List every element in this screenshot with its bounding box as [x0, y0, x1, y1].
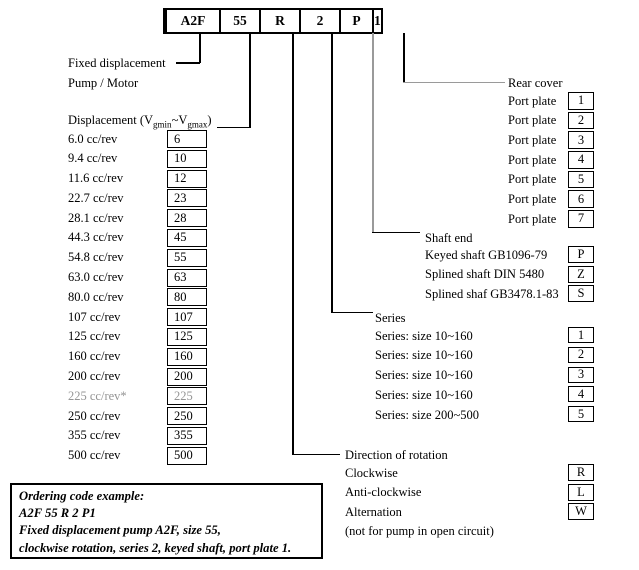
connector-series-vertical: [331, 33, 333, 313]
connector-displacement-horizontal: [217, 127, 250, 129]
rotation-list: [345, 464, 605, 523]
ordering-example-line: clockwise rotation, series 2, keyed shaft, port plate 1.: [19, 540, 292, 555]
rotation-note: (not for pump in open circuit): [345, 524, 494, 538]
connector-rearcover-vertical: [403, 33, 405, 83]
displacement-row-label: 107 cc/rev: [68, 309, 121, 324]
connector-pump-vertical: [199, 33, 201, 63]
displacement-code-box: 500: [167, 447, 207, 465]
ordering-example-line: Ordering code example:: [19, 489, 145, 503]
displacement-row-label: 225 cc/rev*: [68, 388, 127, 403]
port-plate-row-label: Port plate: [508, 211, 557, 226]
ordering-code-strip: [163, 8, 383, 34]
shaft-end-row: [425, 285, 605, 305]
shaft-end-list: [425, 246, 605, 305]
rotation-title: Direction of rotation: [345, 448, 448, 462]
displacement-code-box: 355: [167, 427, 207, 445]
displacement-list: [68, 130, 228, 467]
displacement-code-box: 55: [167, 249, 207, 267]
port-plate-code-box: 4: [568, 151, 594, 169]
port-plate-list: [508, 92, 608, 230]
ordering-example-line: Fixed displacement pump A2F, size 55,: [19, 523, 221, 538]
series-code-box: 1: [568, 327, 594, 343]
displacement-row: [68, 130, 228, 150]
displacement-row-label: 11.6 cc/rev: [68, 171, 124, 186]
ordering-code-segment: 1: [372, 10, 381, 32]
displacement-row-label: 22.7 cc/rev: [68, 190, 124, 205]
rotation-code-box: W: [568, 503, 594, 520]
displacement-row: [68, 387, 228, 407]
displacement-row-label: 160 cc/rev: [68, 349, 121, 364]
port-plate-row-label: Port plate: [508, 172, 557, 187]
displacement-code-box: 6: [167, 130, 207, 148]
displacement-row-label: 6.0 cc/rev: [68, 131, 118, 146]
displacement-code-box: 200: [167, 368, 207, 386]
port-plate-row: [508, 92, 608, 112]
displacement-row: [68, 407, 228, 427]
displacement-row: [68, 170, 228, 190]
series-row-label: Series: size 10~160: [375, 368, 473, 383]
displacement-row: [68, 150, 228, 170]
shaft-end-row-label: Splined shaft DIN 5480: [425, 267, 545, 281]
displacement-title-mid: ~V: [171, 113, 188, 127]
series-code-box: 3: [568, 367, 594, 383]
displacement-row: [68, 229, 228, 249]
ordering-code-segment: P: [339, 10, 372, 32]
displacement-row: [68, 427, 228, 447]
shaft-end-code-box: P: [568, 246, 594, 263]
series-row-label: Series: size 10~160: [375, 387, 473, 402]
port-plate-row: [508, 171, 608, 191]
displacement-code-box: 45: [167, 229, 207, 247]
displacement-title-sub-min: gmin: [153, 119, 172, 130]
rotation-code-box: L: [568, 484, 594, 501]
port-plate-code-box: 2: [568, 112, 594, 130]
displacement-row: [68, 308, 228, 328]
series-code-box: 5: [568, 406, 594, 422]
displacement-row-label: 250 cc/rev: [68, 408, 121, 423]
displacement-row: [68, 249, 228, 269]
port-plate-code-box: 7: [568, 210, 594, 228]
shaft-end-row: [425, 246, 605, 266]
ordering-example-box: [10, 483, 323, 559]
connector-rearcover-horizontal: [403, 82, 505, 84]
connector-displacement-vertical: [249, 33, 251, 128]
displacement-code-box: 250: [167, 407, 207, 425]
rotation-row-label: Anti-clockwise: [345, 485, 422, 499]
port-plate-row: [508, 112, 608, 132]
port-plate-row: [508, 151, 608, 171]
displacement-code-box: 10: [167, 150, 207, 168]
port-plate-row: [508, 210, 608, 230]
displacement-row-label: 63.0 cc/rev: [68, 270, 124, 285]
connector-series-horizontal: [331, 312, 373, 314]
displacement-code-box: 125: [167, 328, 207, 346]
port-plate-code-box: 3: [568, 131, 594, 149]
displacement-row: [68, 447, 228, 467]
port-plate-row: [508, 131, 608, 151]
port-plate-row-label: Port plate: [508, 152, 557, 167]
series-row: [375, 347, 605, 367]
displacement-row: [68, 288, 228, 308]
displacement-row-label: 200 cc/rev: [68, 369, 121, 384]
displacement-row-label: 44.3 cc/rev: [68, 230, 124, 245]
displacement-title: [68, 113, 212, 130]
displacement-code-box: 63: [167, 269, 207, 287]
ordering-code-segment: 55: [219, 10, 259, 32]
displacement-row-label: 355 cc/rev: [68, 428, 121, 443]
displacement-row: [68, 368, 228, 388]
rotation-row: [345, 464, 605, 484]
connector-shaft-horizontal: [372, 232, 420, 234]
series-list: [375, 327, 605, 426]
displacement-row-label: 80.0 cc/rev: [68, 289, 124, 304]
displacement-row: [68, 269, 228, 289]
series-row-label: Series: size 200~500: [375, 407, 479, 422]
connector-rotation-vertical: [292, 33, 294, 455]
displacement-title-pre: Displacement (V: [68, 113, 154, 127]
shaft-end-row-label: Splined shaf GB3478.1-83: [425, 286, 559, 301]
rotation-row: [345, 484, 605, 504]
series-code-box: 4: [568, 386, 594, 402]
series-row-label: Series: size 10~160: [375, 348, 473, 363]
port-plate-row-label: Port plate: [508, 191, 557, 206]
series-row: [375, 367, 605, 387]
shaft-end-row: [425, 266, 605, 286]
port-plate-row-label: Port plate: [508, 132, 557, 147]
rotation-row-label: Clockwise: [345, 465, 398, 480]
port-plate-row-label: Port plate: [508, 113, 557, 128]
displacement-code-box: 28: [167, 209, 207, 227]
displacement-row: [68, 348, 228, 368]
pump-motor-label-line2: Pump / Motor: [68, 76, 139, 90]
shaft-end-row-label: Keyed shaft GB1096-79: [425, 247, 548, 262]
displacement-row: [68, 209, 228, 229]
port-plate-code-box: 6: [568, 190, 594, 208]
displacement-code-box: 80: [167, 288, 207, 306]
ordering-code-segment: 2: [299, 10, 339, 32]
rotation-row: [345, 503, 605, 523]
displacement-code-box: 12: [167, 170, 207, 188]
rotation-code-box: R: [568, 464, 594, 481]
port-plate-row: [508, 190, 608, 210]
port-plate-code-box: 1: [568, 92, 594, 110]
connector-shaft-vertical: [372, 33, 374, 233]
shaft-end-code-box: Z: [568, 266, 594, 283]
series-title: Series: [375, 311, 406, 325]
connector-pump-horizontal: [176, 62, 200, 64]
displacement-row-label: 28.1 cc/rev: [68, 210, 124, 225]
displacement-row-label: 125 cc/rev: [68, 329, 121, 344]
series-row: [375, 406, 605, 426]
rotation-row-label: Alternation: [345, 504, 402, 519]
displacement-title-post: ): [207, 113, 212, 127]
ordering-code-segment: A2F: [165, 10, 219, 32]
displacement-row: [68, 328, 228, 348]
series-row-label: Series: size 10~160: [375, 328, 473, 343]
shaft-end-title: Shaft end: [425, 231, 473, 245]
displacement-code-box: 23: [167, 189, 207, 207]
displacement-row-label: 500 cc/rev: [68, 448, 121, 463]
ordering-example-line: A2F 55 R 2 P1: [19, 506, 96, 521]
displacement-row: [68, 189, 228, 209]
displacement-code-box: 225: [167, 387, 207, 405]
displacement-row-label: 9.4 cc/rev: [68, 151, 118, 166]
rear-cover-title: Rear cover: [508, 76, 563, 90]
series-row: [375, 386, 605, 406]
displacement-row-label: 54.8 cc/rev: [68, 250, 124, 265]
shaft-end-code-box: S: [568, 285, 594, 302]
displacement-code-box: 160: [167, 348, 207, 366]
ordering-code-segment: R: [259, 10, 299, 32]
connector-rotation-horizontal: [292, 454, 340, 456]
pump-motor-label-line1: Fixed displacement: [68, 56, 166, 70]
displacement-title-sub-max: gmax: [187, 119, 208, 130]
series-row: [375, 327, 605, 347]
port-plate-code-box: 5: [568, 171, 594, 189]
series-code-box: 2: [568, 347, 594, 363]
displacement-code-box: 107: [167, 308, 207, 326]
port-plate-row-label: Port plate: [508, 93, 557, 108]
